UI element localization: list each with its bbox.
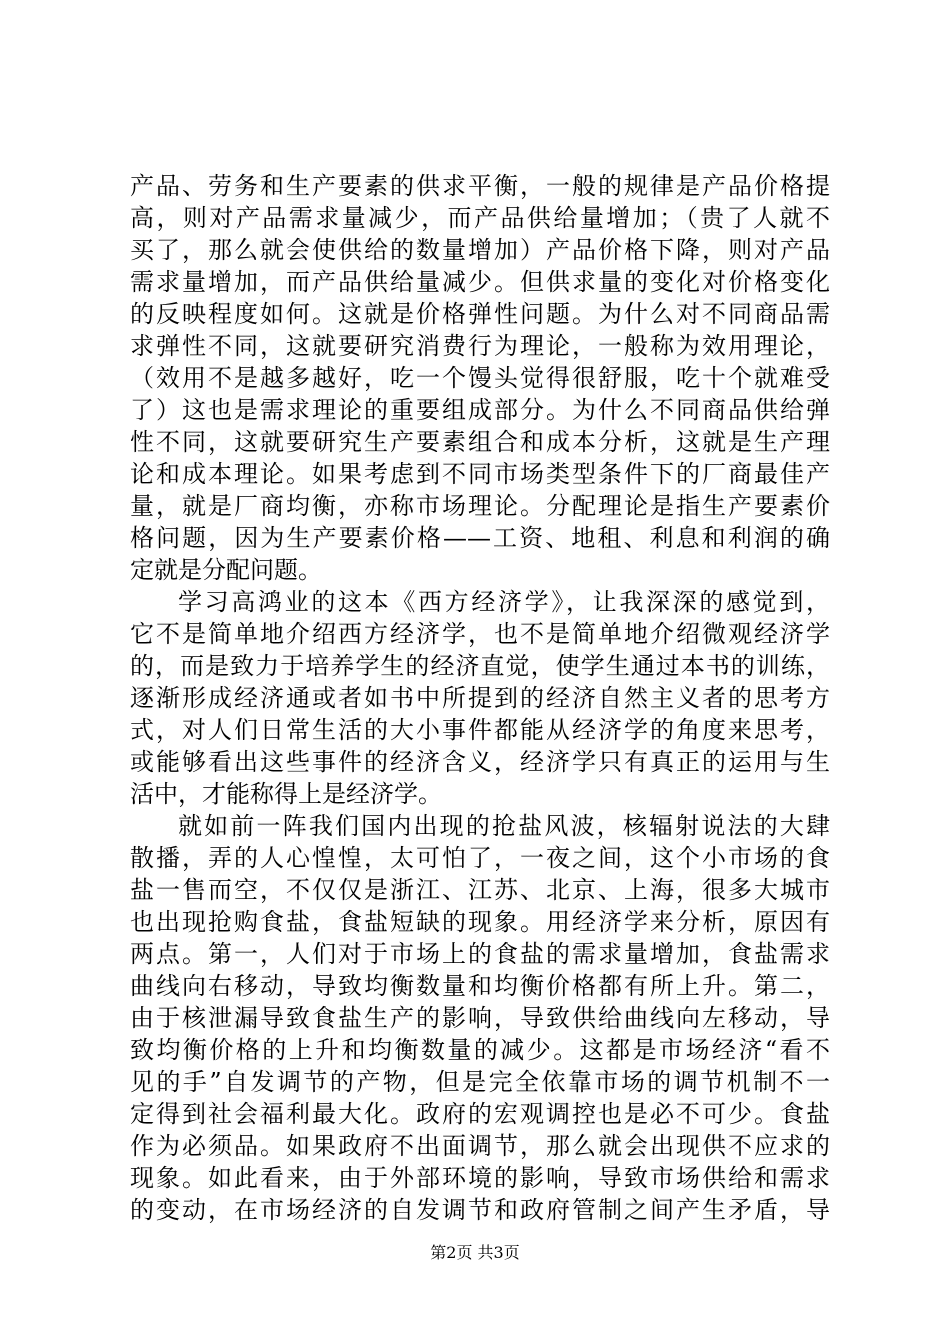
text-line: 论和成本理论。如果考虑到不同市场类型条件下的厂商最佳产 [130,460,830,488]
text-line: 格问题，因为生产要素价格——工资、地租、利息和利润的确 [130,524,830,552]
text-line: 式，对人们日常生活的大小事件都能从经济学的角度来思考， [130,716,830,744]
text-line: 买了，那么就会使供给的数量增加）产品价格下降，则对产品 [130,236,830,264]
text-line: 或能够看出这些事件的经济含义，经济学只有真正的运用与生 [130,748,830,776]
text-line: 高，则对产品需求量减少，而产品供给量增加；（贵了人就不 [130,204,830,232]
text-line: 需求量增加，而产品供给量减少。但供求量的变化对价格变化 [130,268,830,296]
body-text [130,170,830,1226]
text-line: 的，而是致力于培养学生的经济直觉，使学生通过本书的训练， [130,652,830,680]
text-line: 曲线向右移动，导致均衡数量和均衡价格都有所上升。第二， [130,972,830,1000]
text-line: 致均衡价格的上升和均衡数量的减少。这都是市场经济“看不 [130,1036,830,1064]
text-line: 就如前一阵我们国内出现的抢盐风波，核辐射说法的大肆 [178,812,830,840]
text-line: 由于核泄漏导致食盐生产的影响，导致供给曲线向左移动，导 [130,1004,830,1032]
text-line: 学习高鸿业的这本《西方经济学》，让我深深的感觉到， [178,588,830,616]
text-line: 盐一售而空，不仅仅是浙江、江苏、北京、上海，很多大城市 [130,876,830,904]
text-line: 散播，弄的人心惶惶，太可怕了，一夜之间，这个小市场的食 [130,844,830,872]
text-line: 现象。如此看来，由于外部环境的影响，导致市场供给和需求 [130,1164,830,1192]
text-line: 定得到社会福利最大化。政府的宏观调控也是必不可少。食盐 [130,1100,830,1128]
text-line: 见的手”自发调节的产物，但是完全依靠市场的调节机制不一 [130,1068,830,1096]
text-line: 量，就是厂商均衡，亦称市场理论。分配理论是指生产要素价 [130,492,830,520]
text-line: 逐渐形成经济通或者如书中所提到的经济自然主义者的思考方 [130,684,830,712]
text-line: （效用不是越多越好，吃一个馒头觉得很舒服，吃十个就难受 [130,364,830,392]
text-line: 也出现抢购食盐，食盐短缺的现象。用经济学来分析，原因有 [130,908,830,936]
text-line: 活中，才能称得上是经济学。 [130,780,442,808]
text-line: 它不是简单地介绍西方经济学，也不是简单地介绍微观经济学 [130,620,830,648]
text-line: 产品、劳务和生产要素的供求平衡，一般的规律是产品价格提 [130,172,830,200]
text-line: 性不同，这就要研究生产要素组合和成本分析，这就是生产理 [130,428,830,456]
text-line: 的反映程度如何。这就是价格弹性问题。为什么对不同商品需 [130,300,830,328]
text-line: 作为必须品。如果政府不出面调节，那么就会出现供不应求的 [130,1132,830,1160]
page-footer: 第2页 共3页 [430,1243,520,1262]
text-line: 的变动，在市场经济的自发调节和政府管制之间产生矛盾，导 [130,1196,830,1224]
text-line: 了）这也是需求理论的重要组成部分。为什么不同商品供给弹 [130,396,830,424]
text-line: 定就是分配问题。 [130,556,322,584]
text-line: 求弹性不同，这就要研究消费行为理论，一般称为效用理论， [130,332,830,360]
text-line: 两点。第一，人们对于市场上的食盐的需求量增加，食盐需求 [130,940,830,968]
